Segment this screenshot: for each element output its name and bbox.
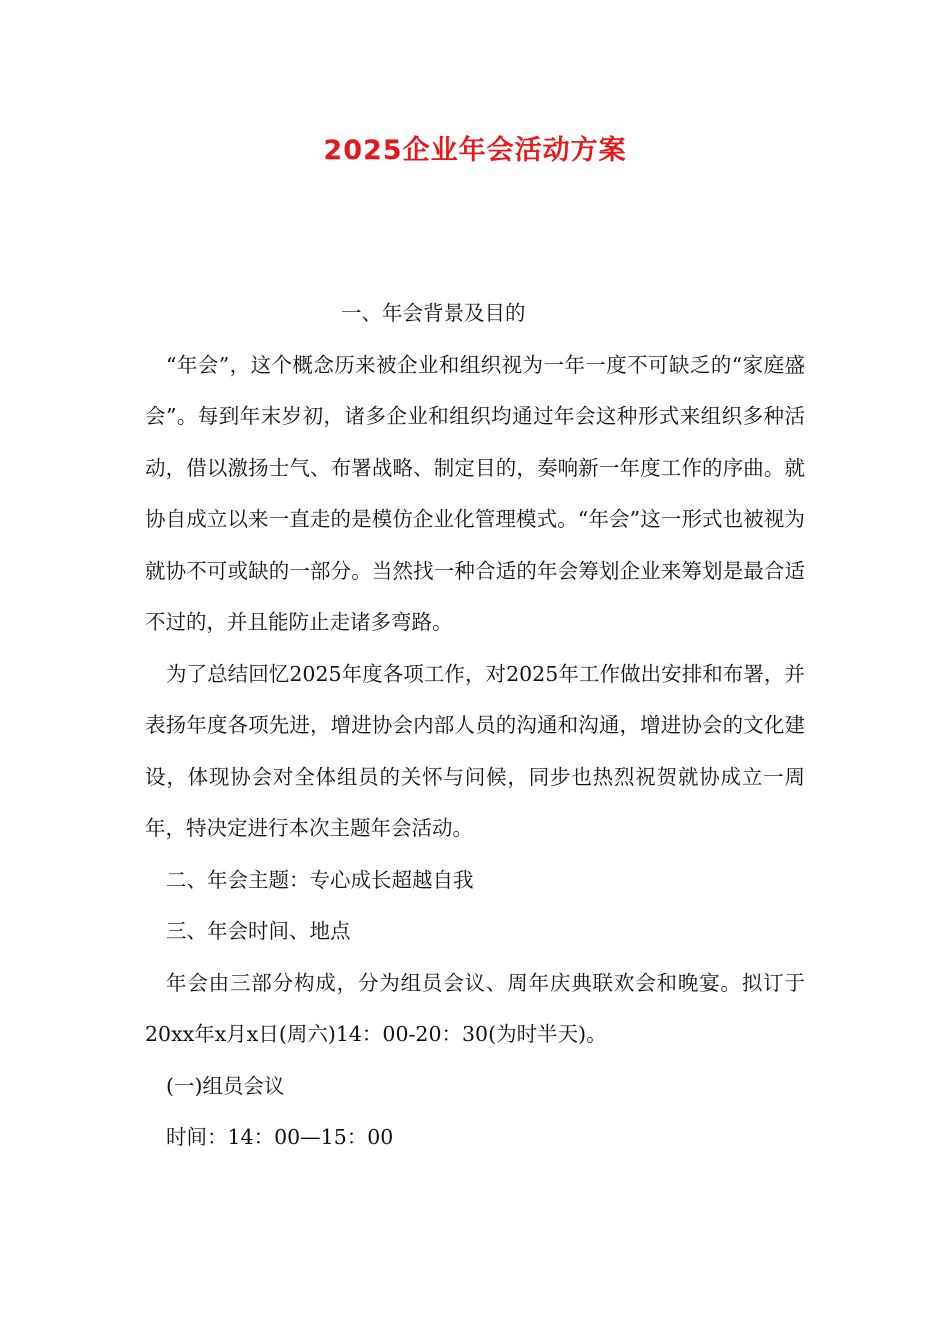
subsection-1-heading: (一)组员会议 <box>166 1073 285 1098</box>
document-title: 2025企业年会活动方案 <box>323 135 627 166</box>
section-1-heading: 一、年会背景及目的 <box>341 301 526 325</box>
document-body <box>145 288 805 1164</box>
paragraph-background: “年会”，这个概念历来被企业和组织视为一年一度不可缺乏的“家庭盛会”。每到年末岁初，诸多企业和组织均通过年会这种形式来组织多种活动，借以激扬士气、布署战略、制定目的，奏响新一年度工作的序曲。就协自成立以来一直走的是模仿企业化管理模式。“年会”这一形式也被视为就协不可或缺的一部分。当然找一种合适的年会筹划企业来筹划是最合适不过的，并且能防止走诸多弯路。 <box>145 352 805 634</box>
time-line: 时间：14：00—15：00 <box>166 1125 394 1149</box>
paragraph-purpose: 为了总结回忆2025年度各项工作，对2025年工作做出安排和布署，并表扬年度各项先进，增进协会内部人员的沟通和沟通，增进协会的文化建设，体现协会对全体组员的关怀与问候，同步也热烈祝贺就协成立一周年，特决定进行本次主题年会活动。 <box>145 661 805 840</box>
section-2-heading: 二、年会主题：专心成长超越自我 <box>166 867 474 892</box>
paragraph-schedule: 年会由三部分构成，分为组员会议、周年庆典联欢会和晚宴。拟订于20xx年x月x日(周六)14：00-20：30(为时半天)。 <box>145 970 805 1046</box>
section-3-heading: 三、年会时间、地点 <box>166 919 351 943</box>
